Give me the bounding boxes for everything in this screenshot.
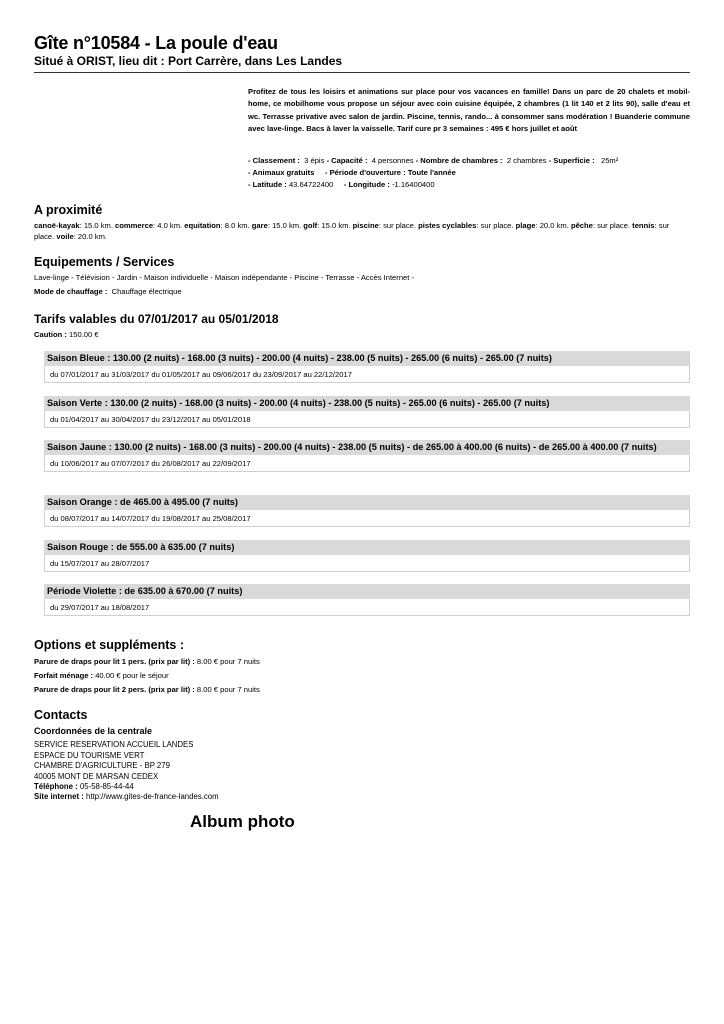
proximite-label: gare xyxy=(251,221,268,230)
chauffage-value: Chauffage électrique xyxy=(111,287,182,296)
facts-line-2 xyxy=(248,167,690,179)
proximite-value: : sur place. xyxy=(378,221,419,230)
proximite-list xyxy=(34,221,690,242)
contact-line: ESPACE DU TOURISME VERT xyxy=(34,750,145,760)
season-dates: du 10/06/2017 au 07/07/2017 du 26/08/2017 au 22/09/2017 xyxy=(44,455,690,472)
contact-site xyxy=(34,792,219,802)
season-header: Saison Orange : de 465.00 à 495.00 (7 nuits) xyxy=(44,495,690,510)
proximite-heading: A proximité xyxy=(34,203,103,217)
season-dates: du 08/07/2017 au 14/07/2017 du 19/08/2017 au 25/08/2017 xyxy=(44,510,690,527)
proximite-value: sur place. xyxy=(597,221,633,230)
season-header: Saison Rouge : de 555.00 à 635.00 (7 nuits) xyxy=(44,540,690,555)
description-text: Profitez de tous les loisirs et animations sur place pour vos vacances en famille! Dans un parc de 20 chalets et mobil-home, ce mobilhome vous propose un séjour avec coin cuisine équipée, 2 chambres (1 lit 140 et 2 lits 90), salle d'eau et wc. Terrasse privative avec salon de jardin. Piscine, tennis, rando... à consommer sans modération ! Buanderie commune avec lave-linge. Bacs à laver la vaisselle. Tarif cure pr 3 semaines : 495 € hors juillet et août xyxy=(248,87,690,134)
periode-violette xyxy=(44,584,690,616)
capacite-label: - Capacité : xyxy=(326,156,368,165)
season-dates: du 01/04/2017 au 30/04/2017 du 23/12/2017 au 05/01/2018 xyxy=(44,411,690,428)
proximite-value: : xyxy=(592,221,598,230)
season-dates: du 29/07/2017 au 18/08/2017 xyxy=(44,599,690,616)
contact-block xyxy=(34,726,219,803)
superficie-label: - Superficie : xyxy=(548,156,595,165)
contact-phone xyxy=(34,782,219,792)
proximite-label: tennis xyxy=(632,221,655,230)
caution-label: Caution : xyxy=(34,330,67,339)
chambres-value: 2 chambres xyxy=(506,156,547,165)
album-heading: Album photo xyxy=(190,812,295,831)
proximite-value: : 4.0 km. xyxy=(153,221,185,230)
facts-line-1 xyxy=(248,155,690,167)
contact-line: CHAMBRE D'AGRICULTURE - BP 279 xyxy=(34,761,170,771)
proximite-label: pêche xyxy=(570,221,593,230)
proximite-label: golf xyxy=(303,221,318,230)
season-rouge xyxy=(44,540,690,572)
option-value: 8.00 € pour 7 nuits xyxy=(196,685,260,694)
proximite-label: piscine xyxy=(352,221,379,230)
season-header: Saison Jaune : 130.00 (2 nuits) - 168.00 (3 nuits) - 200.00 (4 nuits) - 238.00 (5 nuits) - de 265.00 à 400.00 (6 nuits) - de 265.00 à 400.00 (7 nuits) xyxy=(44,440,690,455)
latitude-label: - Latitude : xyxy=(248,180,287,190)
proximite-value: : 8.0 km. xyxy=(220,221,252,230)
capacite-value: 4 personnes xyxy=(371,156,414,165)
proximite-value: : 15.0 km. xyxy=(79,221,116,230)
option-label: Parure de draps pour lit 1 pers. (prix par lit) : xyxy=(34,657,195,666)
proximite-value: : 20.0 km. xyxy=(73,231,108,241)
classement-value: 3 épis xyxy=(304,156,325,165)
tarifs-heading: Tarifs valables du 07/01/2017 au 05/01/2018 xyxy=(34,312,279,326)
animaux-label: - Animaux gratuits xyxy=(248,168,315,178)
option-label: Forfait ménage : xyxy=(34,671,94,680)
option-value: 40.00 € pour le séjour xyxy=(95,671,169,680)
option-label: Parure de draps pour lit 2 pers. (prix par lit) : xyxy=(34,685,195,694)
superficie-value: 25m² xyxy=(600,156,619,165)
site-label: Site internet : xyxy=(34,792,84,802)
contact-line: 40005 MONT DE MARSAN CEDEX xyxy=(34,771,159,781)
proximite-label: commerce xyxy=(115,221,154,230)
chambres-label: - Nombre de chambres : xyxy=(415,156,503,165)
equipements-heading: Equipements / Services xyxy=(34,255,175,269)
equipements-list: Lave-linge - Télévision - Jardin - Maison individuelle - Maison indépendante - Piscine - Terrasse - Accès Internet - xyxy=(34,273,415,282)
season-verte xyxy=(44,396,690,428)
season-jaune xyxy=(44,440,690,472)
longitude-value: -1.16400400 xyxy=(391,180,435,190)
classement-label: - Classement : xyxy=(248,156,300,165)
options-heading: Options et suppléments : xyxy=(34,638,185,652)
proximite-value: : sur place. xyxy=(34,221,670,241)
facts-block xyxy=(248,155,690,192)
page-subtitle: Situé à ORIST, lieu dit : Port Carrère, dans Les Landes xyxy=(34,54,343,68)
season-header: Saison Bleue : 130.00 (2 nuits) - 168.00 (3 nuits) - 200.00 (4 nuits) - 238.00 (5 nuits) - 265.00 (6 nuits) - 265.00 (7 nuits) xyxy=(44,351,690,366)
proximite-label: voile xyxy=(56,231,74,241)
season-dates: du 15/07/2017 au 28/07/2017 xyxy=(44,555,690,572)
option-value: 8.00 € pour 7 nuits xyxy=(196,657,260,666)
season-header: Saison Verte : 130.00 (2 nuits) - 168.00 (3 nuits) - 200.00 (4 nuits) - 238.00 (5 nuits) - 265.00 (6 nuits) - 265.00 (7 nuits) xyxy=(44,396,690,411)
longitude-label: - Longitude : xyxy=(343,180,390,190)
proximite-label: equitation xyxy=(184,221,221,230)
proximite-label: pistes cyclables xyxy=(418,221,477,230)
chauffage-label: Mode de chauffage : xyxy=(34,287,108,296)
chauffage-line xyxy=(34,287,182,298)
proximite-label: plage xyxy=(515,221,536,230)
proximite-value: : 20.0 km. xyxy=(535,221,571,230)
contacts-heading: Contacts xyxy=(34,708,88,722)
option-item xyxy=(34,685,260,694)
site-link[interactable]: http://www.gites-de-france-landes.com xyxy=(86,792,219,802)
contact-subheading: Coordonnées de la centrale xyxy=(34,726,153,736)
caution-line xyxy=(34,330,99,341)
season-bleue xyxy=(44,351,690,383)
latitude-value: 43.64722400 xyxy=(288,180,334,190)
proximite-value: : 15.0 km. xyxy=(267,221,304,230)
option-item xyxy=(34,671,169,680)
season-orange xyxy=(44,495,690,527)
ouverture-label: - Période d'ouverture : Toute l'année xyxy=(324,168,456,178)
season-dates: du 07/01/2017 au 31/03/2017 du 01/05/2017 au 09/06/2017 du 23/09/2017 au 22/12/2017 xyxy=(44,366,690,383)
header-divider xyxy=(34,72,690,73)
proximite-value: : 15.0 km. xyxy=(317,221,353,230)
facts-line-3 xyxy=(248,179,690,191)
contact-line: SERVICE RESERVATION ACCUEIL LANDES xyxy=(34,740,194,750)
season-header: Période Violette : de 635.00 à 670.00 (7 nuits) xyxy=(44,584,690,599)
phone-label: Téléphone : xyxy=(34,782,78,792)
page-title: Gîte n°10584 - La poule d'eau xyxy=(34,33,278,53)
proximite-label: canoë-kayak xyxy=(34,221,80,230)
option-item xyxy=(34,657,260,666)
phone-value: 05-58-85-44-44 xyxy=(79,782,134,792)
caution-value: 150.00 € xyxy=(69,330,99,339)
proximite-value: : sur place. xyxy=(476,221,516,230)
